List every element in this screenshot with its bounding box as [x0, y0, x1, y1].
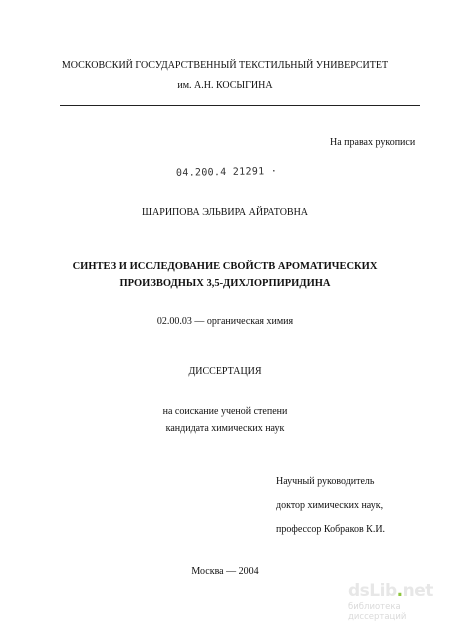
watermark-subtitle: библиотека диссертаций: [348, 602, 407, 622]
registration-stamp: 04.200.4 21291 ·: [175, 166, 278, 179]
logo-dot: .: [396, 581, 403, 601]
author-name: ШАРИПОВА ЭЛЬВИРА АЙРАТОВНА: [141, 207, 309, 218]
dissertation-title: [0, 258, 450, 292]
title-line-1: СИНТЕЗ И ИССЛЕДОВАНИЕ СВОЙСТВ АРОМАТИЧЕСКИХ: [72, 261, 378, 272]
logo-right: net: [402, 581, 433, 601]
degree-statement: [0, 403, 450, 437]
logo-left: dsLib: [348, 581, 397, 601]
degree-line-2: кандидата химических наук: [165, 423, 285, 434]
title-line-2: ПРОИЗВОДНЫХ 3,5-ДИХЛОРПИРИДИНА: [119, 278, 331, 289]
degree-line-1: на соискание ученой степени: [162, 406, 288, 417]
city-year: Москва — 2004: [191, 566, 259, 577]
university-name-suffix: им. А.Н. КОСЫГИНА: [177, 80, 273, 91]
supervisor-block: [276, 470, 385, 542]
dslib-logo: [348, 582, 448, 600]
document-type: ДИССЕРТАЦИЯ: [188, 366, 262, 377]
manuscript-note: На правах рукописи: [330, 137, 416, 148]
specialty-code: 02.00.03 — органическая химия: [156, 316, 294, 327]
supervisor-role: Научный руководитель: [276, 476, 375, 487]
supervisor-name: профессор Кобраков К.И.: [276, 524, 386, 535]
supervisor-degree: доктор химических наук,: [276, 500, 384, 511]
dslib-watermark: [348, 582, 448, 622]
header-divider: [60, 105, 420, 106]
university-name: МОСКОВСКИЙ ГОСУДАРСТВЕННЫЙ ТЕКСТИЛЬНЫЙ УНИВЕРСИТЕТ: [61, 60, 389, 71]
